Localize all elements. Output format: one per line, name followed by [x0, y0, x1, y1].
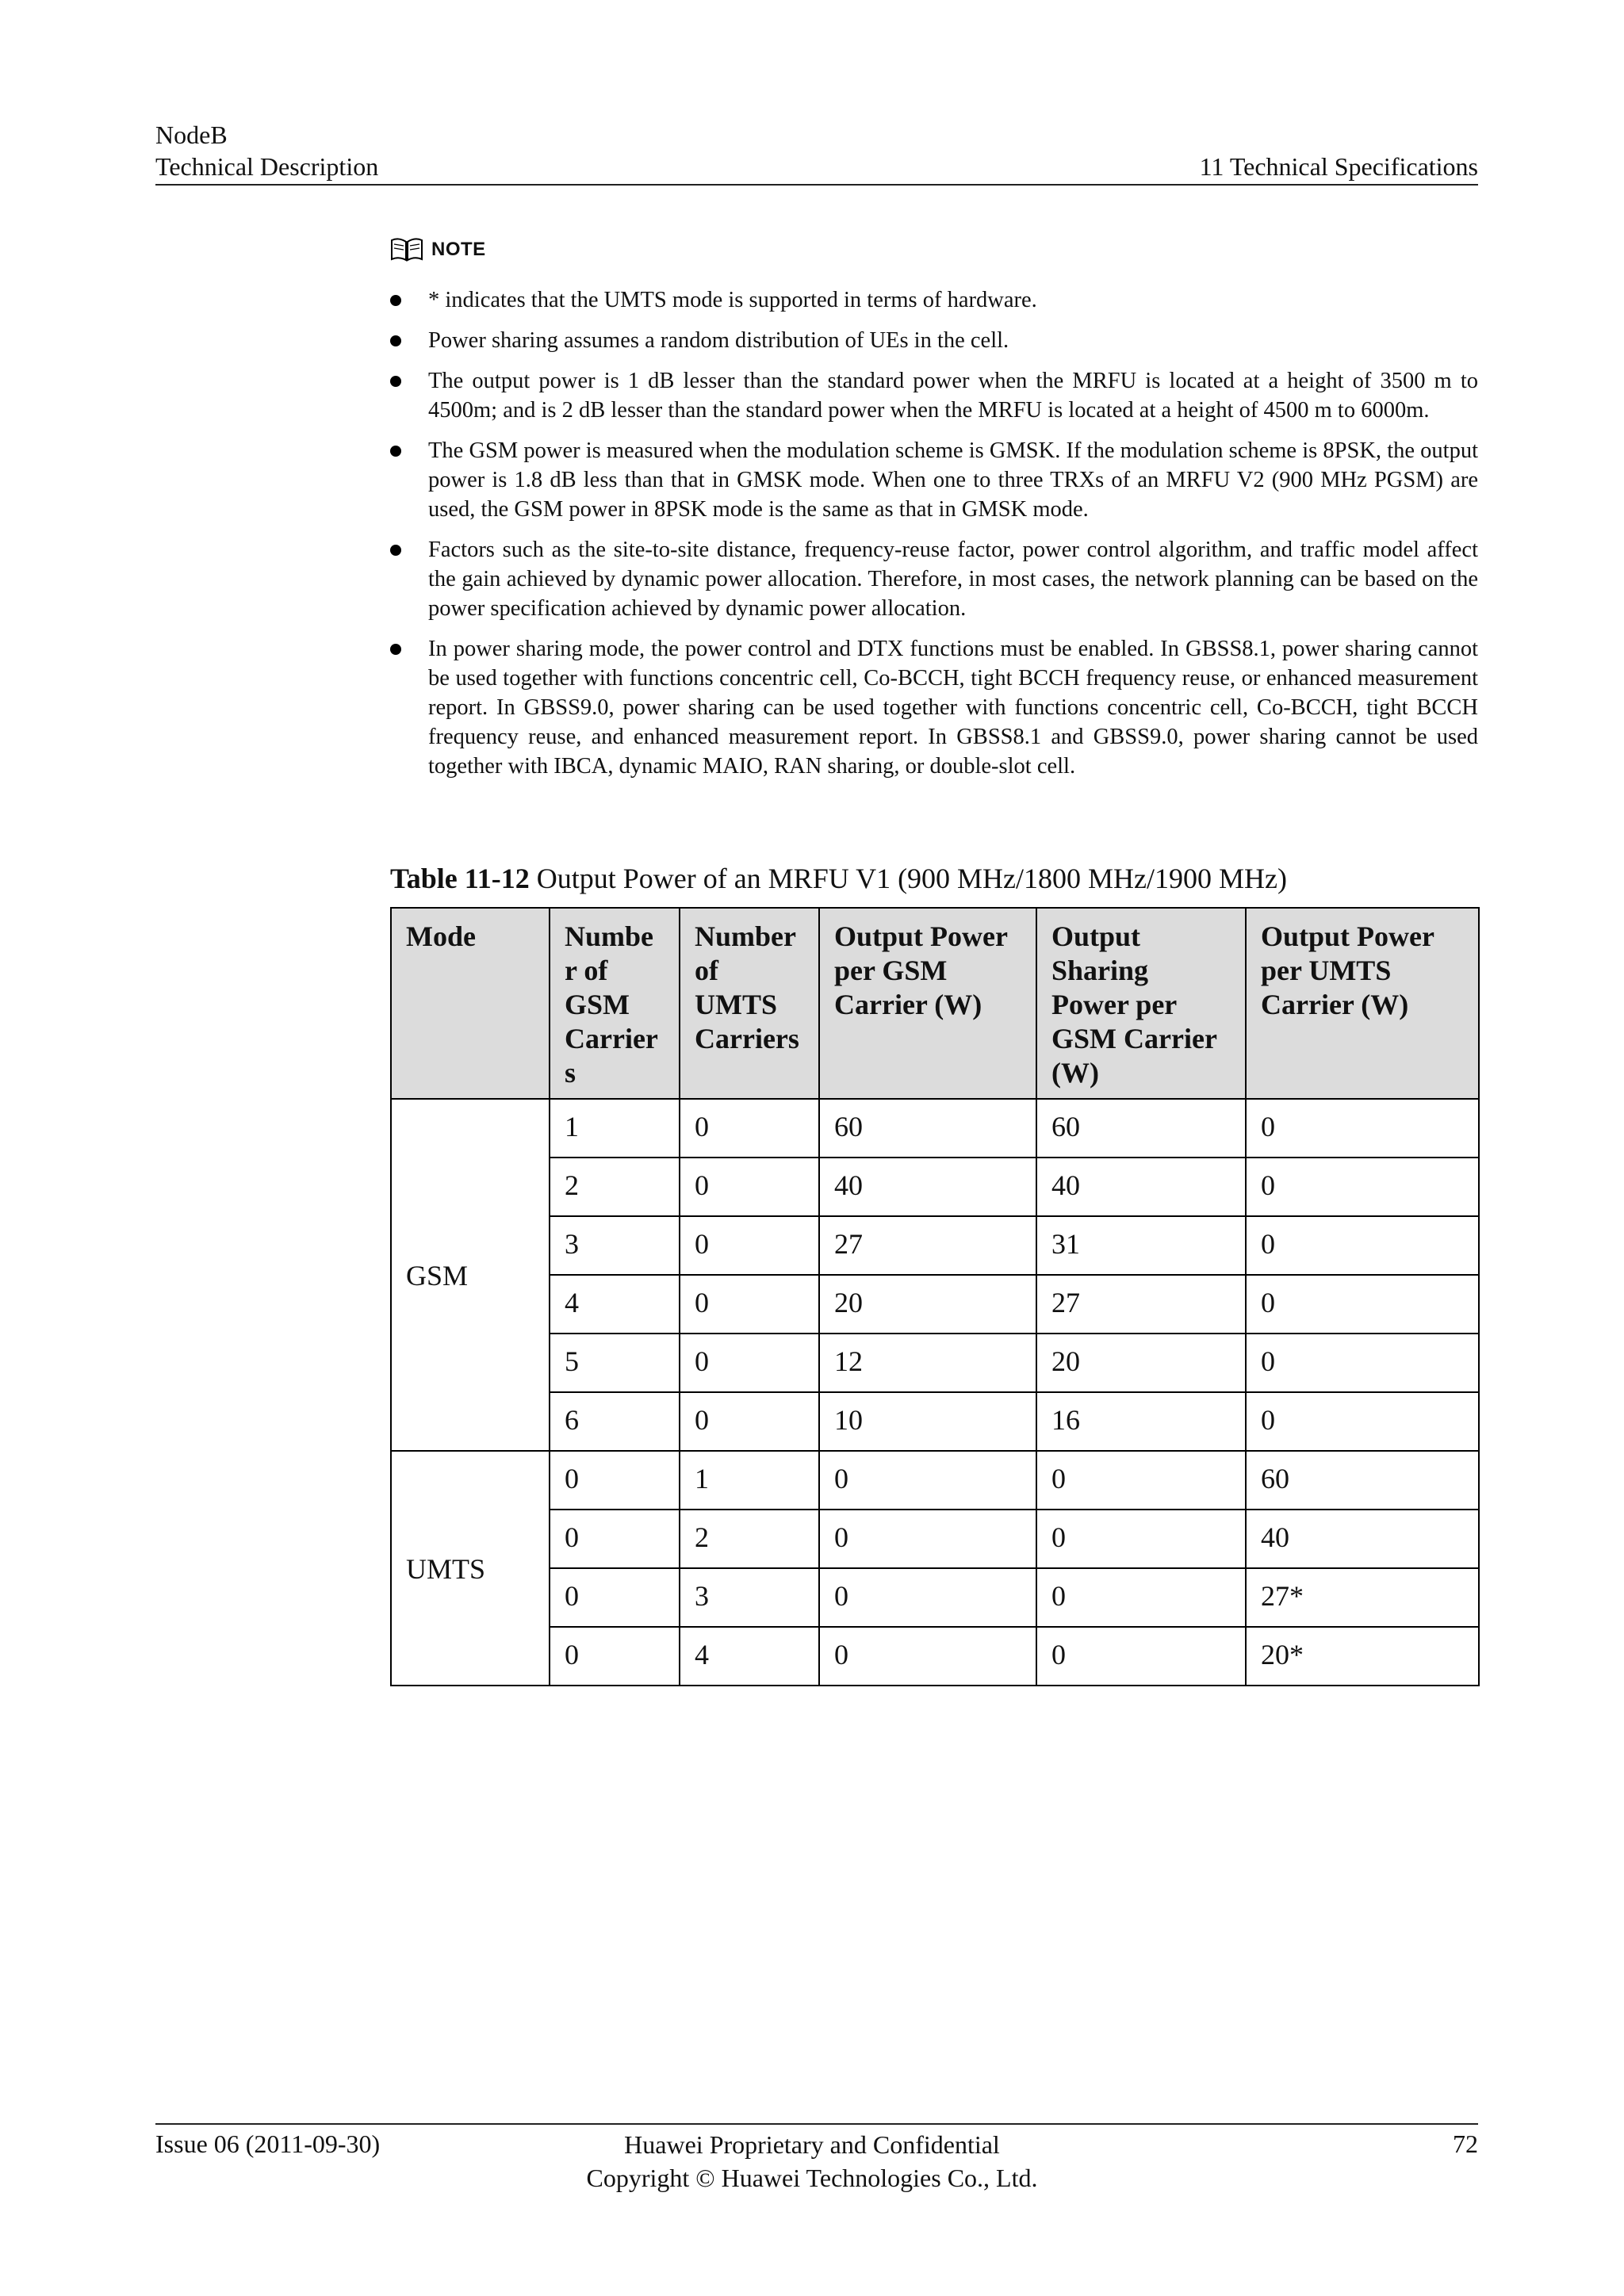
table-row — [391, 1510, 1479, 1568]
table-cell: 0 — [819, 1568, 1036, 1627]
table-cell: 3 — [550, 1216, 680, 1275]
table-cell: 0 — [1036, 1568, 1246, 1627]
bullet-icon — [390, 376, 401, 387]
table-cell: 0 — [1246, 1158, 1479, 1216]
table-row — [391, 1275, 1479, 1334]
table-cell: 2 — [680, 1510, 819, 1568]
copyright-notice: Copyright © Huawei Technologies Co., Ltd. — [586, 2164, 1038, 2192]
table-cell: 40 — [819, 1158, 1036, 1216]
table-cell: 20 — [1036, 1334, 1246, 1392]
table-cell: 27 — [819, 1216, 1036, 1275]
table-cell: 0 — [680, 1275, 819, 1334]
note-item: Factors such as the site-to-site distance, frequency-reuse factor, power control algorithm, and traffic model affect the gain achieved by dynamic power allocation. Therefore, in most cases, the network planning can be based on the power specification achieved by dynamic power allocation. — [390, 535, 1478, 623]
table-cell: 6 — [550, 1392, 680, 1451]
table-cell: 5 — [550, 1334, 680, 1392]
table-cell: 0 — [1246, 1099, 1479, 1158]
table-cell: 4 — [680, 1627, 819, 1686]
header-divider — [155, 184, 1478, 186]
bullet-icon — [390, 545, 401, 556]
table-cell: 0 — [550, 1568, 680, 1627]
mode-cell: GSM — [391, 1099, 550, 1451]
table-row — [391, 1099, 1479, 1158]
table-cell: 0 — [680, 1334, 819, 1392]
bullet-icon — [390, 644, 401, 655]
table-cell: 0 — [680, 1099, 819, 1158]
note-heading — [390, 236, 486, 263]
table-cell: 27 — [1036, 1275, 1246, 1334]
table-cell: 1 — [680, 1451, 819, 1510]
table-cell: 0 — [1246, 1392, 1479, 1451]
confidential-notice: Huawei Proprietary and Confidential — [624, 2130, 1000, 2159]
table-cell: 0 — [819, 1627, 1036, 1686]
table-row — [391, 1392, 1479, 1451]
column-header-sharing-power: Output Sharing Power per GSM Carrier (W) — [1036, 908, 1246, 1099]
note-label: NOTE — [431, 239, 486, 260]
table-body — [391, 1099, 1479, 1686]
table-row — [391, 1627, 1479, 1686]
table-cell: 16 — [1036, 1392, 1246, 1451]
table-cell: 0 — [680, 1392, 819, 1451]
table-cell: 0 — [550, 1510, 680, 1568]
table-caption-label: Table 11-12 — [390, 863, 530, 894]
table-caption-text: Output Power of an MRFU V1 (900 MHz/1800 MHz/1900 MHz) — [529, 863, 1288, 894]
chapter-title: 11 Technical Specifications — [1199, 152, 1478, 181]
table-cell: 10 — [819, 1392, 1036, 1451]
table-cell: 40 — [1246, 1510, 1479, 1568]
footer-divider — [155, 2123, 1478, 2125]
table-cell: 40 — [1036, 1158, 1246, 1216]
table-caption — [390, 861, 1287, 896]
table-cell: 0 — [1246, 1216, 1479, 1275]
table-cell: 4 — [550, 1275, 680, 1334]
table-cell: 12 — [819, 1334, 1036, 1392]
note-item: The GSM power is measured when the modulation scheme is GMSK. If the modulation scheme is 8PSK, the output power is 1.8 dB less than that in GMSK mode. When one to three TRXs of an MRFU V2 (900 MHz PGSM) are used, the GSM power in 8PSK mode is the same as that in GMSK mode. — [390, 436, 1478, 524]
page-header-left — [155, 119, 378, 182]
bullet-icon — [390, 446, 401, 457]
mode-cell: UMTS — [391, 1451, 550, 1686]
note-item: Power sharing assumes a random distribution of UEs in the cell. — [390, 326, 1478, 355]
table-cell: 60 — [1246, 1451, 1479, 1510]
table-row — [391, 1568, 1479, 1627]
table-cell: 0 — [1036, 1451, 1246, 1510]
table-row — [391, 1158, 1479, 1216]
note-item: * indicates that the UMTS mode is supported in terms of hardware. — [390, 285, 1478, 315]
table-cell: 20* — [1246, 1627, 1479, 1686]
column-header-mode: Mode — [391, 908, 550, 1099]
page-number: 72 — [1453, 2130, 1478, 2158]
table-row — [391, 1216, 1479, 1275]
table-cell: 0 — [1246, 1334, 1479, 1392]
footer-center — [0, 2128, 1624, 2195]
open-book-icon — [390, 236, 423, 263]
note-item: The output power is 1 dB lesser than the standard power when the MRFU is located at a height of 3500 m to 4500m; and is 2 dB lesser than the standard power when the MRFU is located at a height of 4500 m to 6000m. — [390, 366, 1478, 425]
issue-info: Issue 06 (2011-09-30) — [155, 2130, 381, 2158]
table-cell: 0 — [550, 1451, 680, 1510]
output-power-table — [390, 907, 1480, 1686]
column-header-umts-carriers: Number of UMTS Carriers — [680, 908, 819, 1099]
column-header-gsm-power: Output Power per GSM Carrier (W) — [819, 908, 1036, 1099]
table-cell: 27* — [1246, 1568, 1479, 1627]
document-title: Technical Description — [155, 152, 379, 181]
table-cell: 2 — [550, 1158, 680, 1216]
table-cell: 0 — [1036, 1627, 1246, 1686]
table-row — [391, 1451, 1479, 1510]
table-cell: 20 — [819, 1275, 1036, 1334]
note-item: In power sharing mode, the power control and DTX functions must be enabled. In GBSS8.1, power sharing cannot be used together with functions concentric cell, Co-BCCH, tight BCCH frequency reuse, or enhanced measurement report. In GBSS9.0, power sharing can be used together with functions concentric cell, Co-BCCH, tight BCCH frequency reuse, and enhanced measurement report. In GBSS8.1 and GBSS9.0, power sharing cannot be used together with IBCA, dynamic MAIO, RAN sharing, or double-slot cell. — [390, 634, 1478, 781]
note-list — [390, 285, 1478, 792]
table-header-row — [391, 908, 1479, 1099]
table-cell: 0 — [819, 1510, 1036, 1568]
table-row — [391, 1334, 1479, 1392]
table-cell: 1 — [550, 1099, 680, 1158]
table-cell: 31 — [1036, 1216, 1246, 1275]
table-cell: 0 — [819, 1451, 1036, 1510]
table-cell: 60 — [1036, 1099, 1246, 1158]
column-header-gsm-carriers: Numbe r of GSM Carrier s — [550, 908, 680, 1099]
bullet-icon — [390, 335, 401, 346]
table-cell: 3 — [680, 1568, 819, 1627]
table-cell: 0 — [1246, 1275, 1479, 1334]
table-cell: 0 — [550, 1627, 680, 1686]
table-cell: 0 — [680, 1158, 819, 1216]
product-name: NodeB — [155, 121, 228, 149]
bullet-icon — [390, 295, 401, 306]
column-header-umts-power: Output Power per UMTS Carrier (W) — [1246, 908, 1479, 1099]
table-cell: 0 — [680, 1216, 819, 1275]
table-cell: 0 — [1036, 1510, 1246, 1568]
table-cell: 60 — [819, 1099, 1036, 1158]
